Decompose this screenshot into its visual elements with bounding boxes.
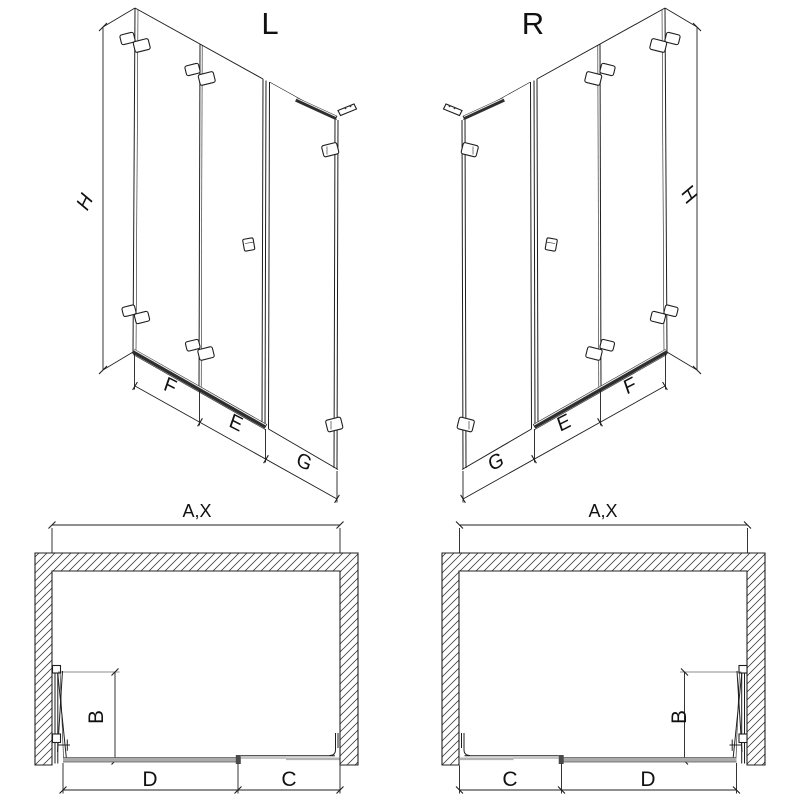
- iso-view-left: [74, 6, 357, 503]
- iso-left-dim-g-label: G: [293, 448, 315, 477]
- plan-left-dim-c-label: C: [281, 768, 297, 791]
- plan-left-dim-d-label: D: [142, 768, 158, 791]
- iso-right-title: R: [521, 6, 545, 41]
- iso-right-dim-e-label: E: [554, 409, 574, 437]
- plan-right-dim-b-label: B: [668, 709, 691, 725]
- iso-right-dim-f-label: F: [621, 373, 640, 400]
- iso-left-dim-h-label: H: [73, 188, 98, 216]
- iso-left-title: L: [261, 6, 279, 41]
- iso-view-right: [444, 6, 702, 503]
- iso-right-dim-g-label: G: [485, 448, 507, 477]
- iso-left-dim-e-label: E: [226, 409, 246, 437]
- plan-left-dim-b-label: B: [85, 709, 108, 725]
- iso-left-dim-f-label: F: [160, 373, 179, 400]
- plan-right-dim-d-label: D: [640, 768, 656, 791]
- plan-right-walls: [442, 553, 765, 765]
- plan-left-dim-ax-label: A,X: [182, 501, 212, 521]
- iso-right-dim-h-label: H: [676, 181, 701, 209]
- plan-view-right: [442, 501, 765, 794]
- plan-view-left: [35, 501, 358, 794]
- plan-right-dim-ax-label: A,X: [588, 501, 618, 521]
- plan-left-walls: [35, 553, 358, 765]
- plan-right-dim-c-label: C: [502, 768, 518, 791]
